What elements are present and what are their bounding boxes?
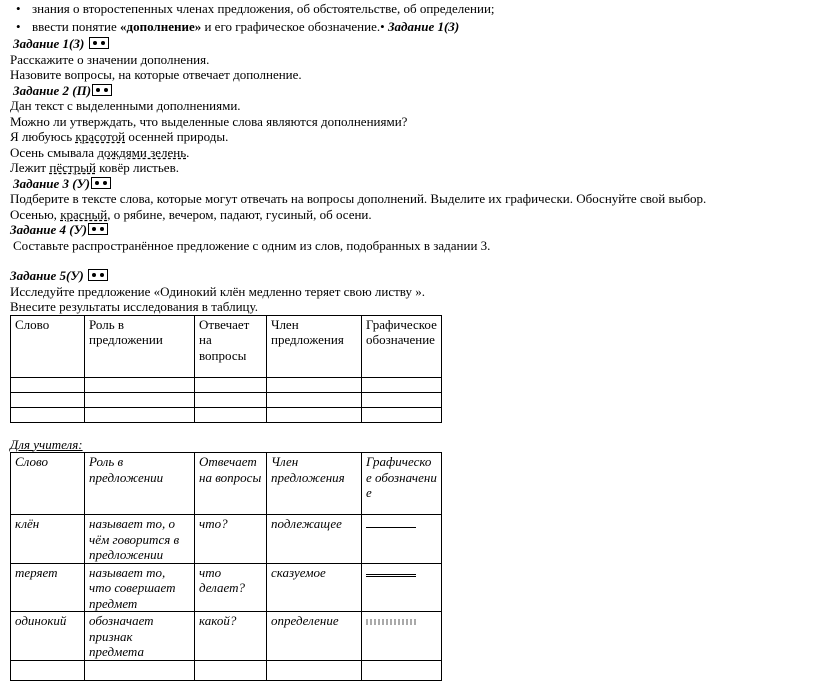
teacher-table xyxy=(10,452,442,681)
table-header-cell: Графическое обозначение xyxy=(362,453,442,515)
task5-line: Внесите результаты исследования в таблицу. xyxy=(10,299,258,314)
table-header-cell: Отвечает на вопросы xyxy=(195,453,267,515)
table-row xyxy=(11,392,442,407)
bullet-icon: • xyxy=(380,19,385,34)
task2-line: Дан текст с выделенными дополнениями. xyxy=(10,98,241,113)
intro-bullets xyxy=(10,0,810,36)
research-table xyxy=(10,315,442,423)
table-header-cell: Слово xyxy=(11,315,85,377)
table-header-cell: Графическое обозначение xyxy=(362,315,442,377)
table-row: одинокий обозначает признак предмета какой? определение xyxy=(11,612,442,661)
bullet-icon: • xyxy=(16,19,21,34)
task2-heading: Задание 2 (П) xyxy=(10,83,810,99)
task2-sentence: Я любуюсь красотой осенней природы. xyxy=(10,129,229,144)
task1-heading: Задание 1(З) xyxy=(10,36,810,52)
task4-heading: Задание 4 (У) xyxy=(10,222,810,238)
task2-sentence: Осень смывала дождями зелень. xyxy=(10,144,190,160)
eyes-icon xyxy=(88,269,108,281)
task5-heading: Задание 5(У) xyxy=(10,268,810,284)
task2-line: Можно ли утверждать, что выделенные слова являются дополнениями? xyxy=(10,113,408,129)
eyes-icon xyxy=(88,223,108,235)
task5-line: Исследуйте предложение «Одинокий клён медленно теряет свою листву ». xyxy=(10,283,426,299)
task3-heading: Задание 3 (У) xyxy=(10,176,810,192)
eyes-icon xyxy=(92,84,112,96)
table-row: клён называет то, о чём говорится в предложении что? подлежащее xyxy=(11,515,442,564)
task3-sentence: Осенью, красный, о рябине, вечером, падают, гусиный, об осени. xyxy=(10,206,372,222)
task4-line: Составьте распространённое предложение с одним из слов, подобранных в задании 3. xyxy=(13,237,491,253)
eyes-icon xyxy=(89,37,109,49)
table-header-cell: Член предложения xyxy=(267,315,362,377)
table-header-cell: Член предложения xyxy=(267,453,362,515)
table-header-cell: Отвечает на вопросы xyxy=(195,315,267,377)
wavy-underline-mark xyxy=(366,619,416,625)
document-page xyxy=(10,0,810,681)
table-row xyxy=(11,377,442,392)
eyes-icon xyxy=(91,177,111,189)
task3-line: Подберите в тексте слова, которые могут отвечать на вопросы дополнений. Выделите их графически. Обоснуйте свой выбор. xyxy=(10,191,707,206)
table-header-cell: Роль в предложении xyxy=(85,315,195,377)
table-row xyxy=(11,660,442,680)
task2-sentence: Лежит пёстрый ковёр листьев. xyxy=(10,160,179,175)
bullet-icon: • xyxy=(16,1,21,16)
teacher-label: Для учителя: xyxy=(10,436,83,452)
table-header-cell: Слово xyxy=(11,453,85,515)
single-underline-mark xyxy=(366,527,416,528)
table-row xyxy=(11,407,442,422)
double-underline-mark xyxy=(366,574,416,577)
table-header-cell: Роль в предложении xyxy=(85,453,195,515)
task1-line: Назовите вопросы, на которые отвечает дополнение. xyxy=(10,67,302,82)
intro-bullet-1: • знания о второстепенных членах предложения, об обстоятельстве, об определении; xyxy=(16,1,495,16)
table-row: теряет называет то, что совершает предмет что делает? сказуемое xyxy=(11,563,442,612)
intro-bullet-2: • ввести понятие «дополнение» и его графическое обозначение.• Задание 1(З) xyxy=(16,19,460,34)
task1-line: Расскажите о значении дополнения. xyxy=(10,51,210,67)
